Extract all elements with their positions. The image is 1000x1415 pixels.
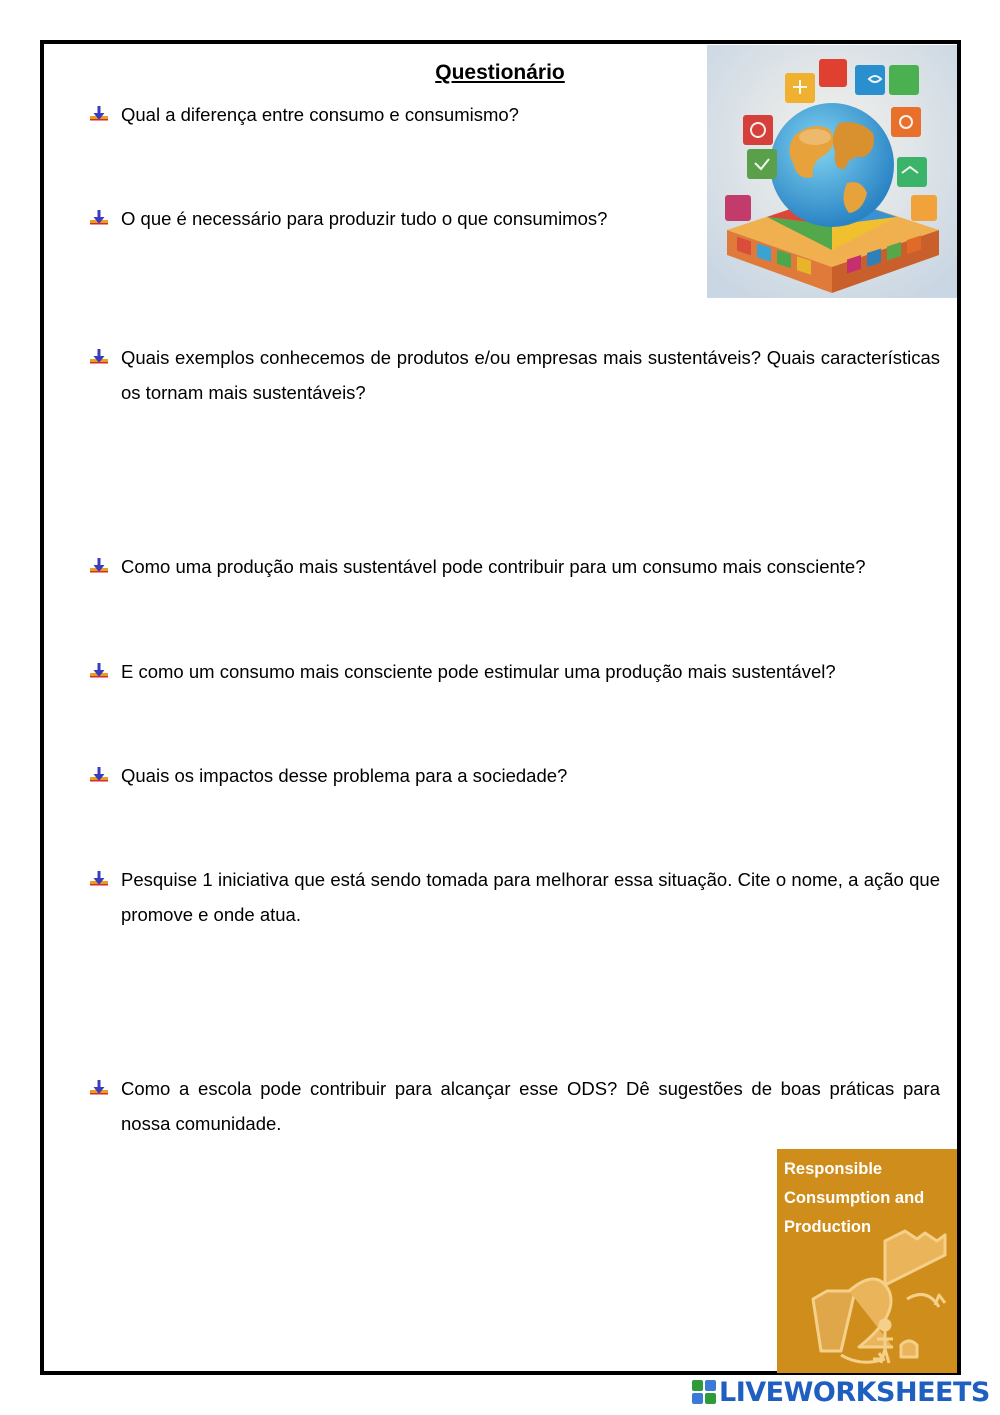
question-item bbox=[90, 1071, 940, 1141]
question-text: Quais exemplos conhecemos de produtos e/ou empresas mais sustentáveis? Quais características os tornam mais sustentáveis? bbox=[121, 347, 940, 403]
sdg12-label-line: Production bbox=[784, 1218, 872, 1236]
arrow-down-icon bbox=[90, 870, 108, 888]
sdg12-card bbox=[777, 1149, 957, 1373]
sdg12-label-line: Consumption and bbox=[784, 1189, 925, 1207]
question-text: Qual a diferença entre consumo e consumismo? bbox=[121, 104, 519, 125]
question-text: O que é necessário para produzir tudo o que consumimos? bbox=[121, 208, 608, 229]
sdg-globe-illustration bbox=[707, 45, 957, 298]
sdg12-label-line: Responsible bbox=[784, 1160, 883, 1178]
page-title: Questionário bbox=[435, 61, 565, 84]
liveworksheets-brand[interactable] bbox=[692, 1374, 990, 1410]
liveworksheets-logo-icon bbox=[692, 1380, 716, 1404]
question-text: Como a escola pode contribuir para alcançar esse ODS? Dê sugestões de boas práticas para nossa comunidade. bbox=[121, 1078, 940, 1134]
arrow-down-icon bbox=[90, 1079, 108, 1097]
question-text: E como um consumo mais consciente pode estimular uma produção mais sustentável? bbox=[121, 661, 836, 682]
arrow-down-icon bbox=[90, 557, 108, 575]
globe-icon bbox=[707, 45, 957, 298]
question-item bbox=[90, 340, 940, 410]
question-text: Como uma produção mais sustentável pode contribuir para um consumo mais consciente? bbox=[121, 556, 866, 577]
arrow-down-icon bbox=[90, 662, 108, 680]
question-item bbox=[90, 549, 940, 584]
sdg12-label bbox=[784, 1155, 954, 1242]
arrow-down-icon bbox=[90, 209, 108, 227]
question-text: Quais os impactos desse problema para a sociedade? bbox=[121, 765, 568, 786]
arrow-down-icon bbox=[90, 766, 108, 784]
arrow-down-icon bbox=[90, 105, 108, 123]
arrow-down-icon bbox=[90, 348, 108, 366]
brand-name: LIVEWORKSHEETS bbox=[719, 1376, 990, 1408]
question-item bbox=[90, 758, 940, 793]
question-item bbox=[90, 862, 940, 932]
question-text: Pesquise 1 iniciativa que está sendo tomada para melhorar essa situação. Cite o nome, a ação que promove e onde atua. bbox=[121, 869, 940, 925]
question-item bbox=[90, 654, 940, 689]
